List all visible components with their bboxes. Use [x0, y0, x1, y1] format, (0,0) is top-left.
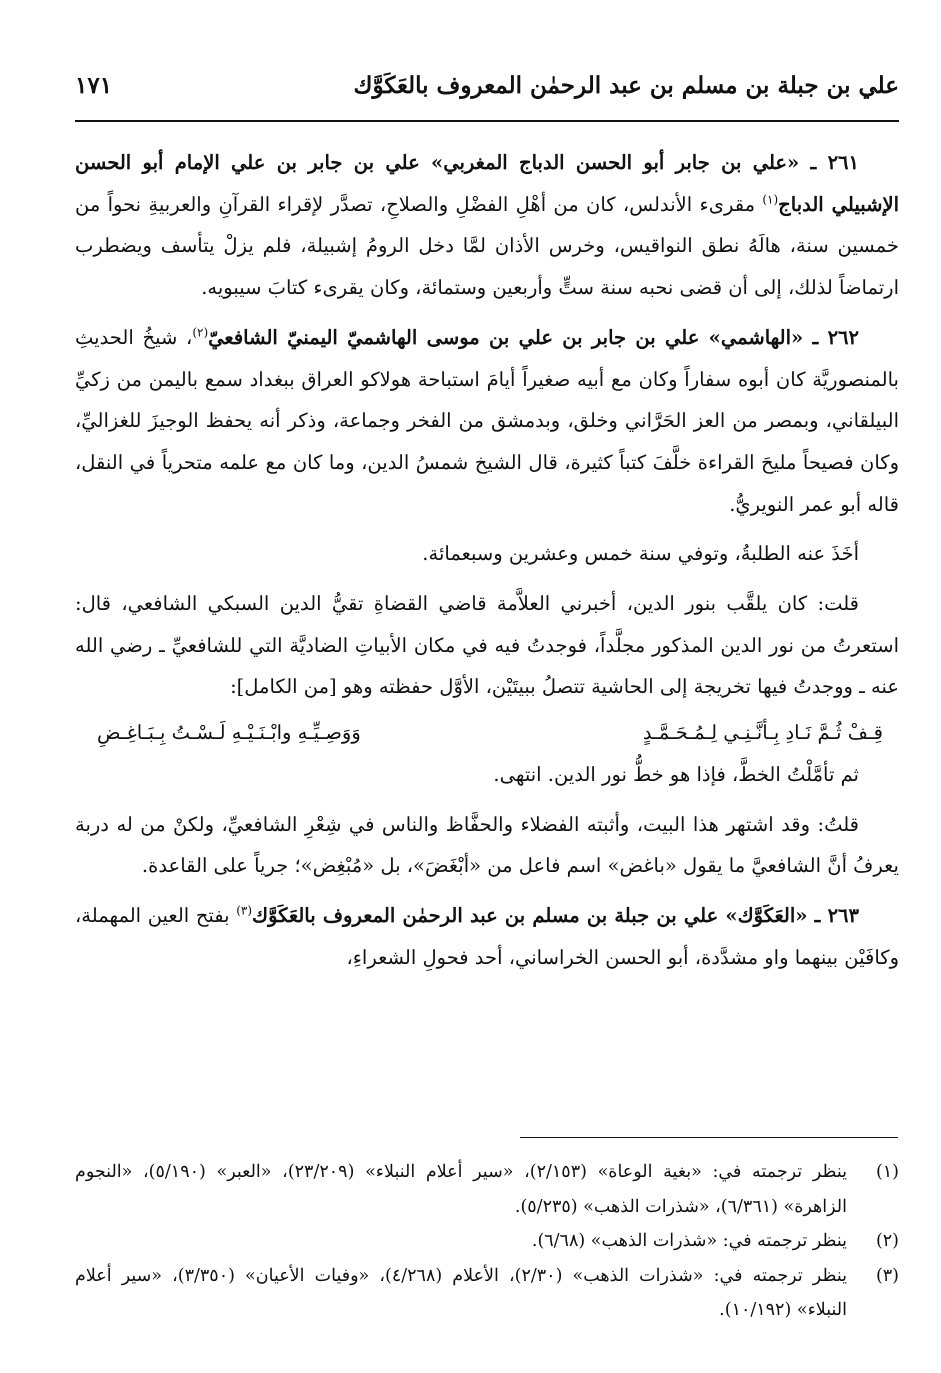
verse-line [75, 712, 899, 754]
verse-hemistich-2: وَوَصِـيِّـهِ وابْـنَـيْـهِ لَـسْـتُ بِـبَـاغِـضِ [97, 721, 361, 745]
header-title: علي بن جبلة بن مسلم بن عبد الرحمٰن المعروف بالعَكَوَّك [353, 72, 899, 99]
footnote-number: (٣) [875, 1265, 899, 1286]
paragraph-ta2ammaltu: ثم تأمَّلْتُ الخطَّ، فإذا هو خطُّ نور الدين. انتهى. [493, 762, 859, 786]
footnote-ref-3[interactable]: (٣) [236, 903, 253, 918]
entry-262 [75, 317, 899, 526]
footnote-text: ينظر ترجمته في: «شذرات الذهب» (٦/٦٨). [531, 1231, 847, 1251]
entry-263-text: بفتح العين المهملة، وكافَيْن بينهما واو مشدَّدة، أبو الحسن الخراساني، أحد فحولِ الشعراءِ، [75, 903, 899, 969]
footnotes [75, 1155, 899, 1328]
footnote-ref-2[interactable]: (٢) [192, 325, 209, 340]
footnote-text: ينظر ترجمته في: «شذرات الذهب» (٢/٣٠)، الأعلام (٤/٢٦٨)، «وفيات الأعيان» (٣/٣٥٠)، «سير أعلام النبلاء» (١٠/١٩٢). [75, 1265, 847, 1320]
entry-262-text: ، شيخُ الحديثِ بالمنصوريَّة كان أبوه سفاراً وكان مع أبيه صغيراً أيامَ استباحة هولاكو العراق ببغداد سمع باليمن من زكيِّ البيلقاني، وبمصر من العز الحَرَّاني وخلق، وبدمشق من الفخر وجماعة، وذكر أنه يحفظ الوجيزَ للغزاليِّ، وكان فصيحاً مليحَ القراءة خلَّفَ كتباً كثيرة، قال الشيخ شمسُ الدين، وما كان مع علمه متحرياً في النقل، قاله أبو عمر النويريُّ. [75, 325, 899, 516]
footnote-text: ينظر ترجمته في: «بغية الوعاة» (٢/١٥٣)، «سير أعلام النبلاء» (٢٣/٢٠٩)، «العبر» (٥/١٩٠)، «النجوم الزاهرة» (٦/٣٦١)، «شذرات الذهب» (٥/٢٣٥). [75, 1162, 847, 1217]
page-number: ١٧١ [75, 72, 113, 99]
verse-hemistich-1: قِـفْ ثُـمَّ نَـادِ بِـأنَّـنِـي لِـمُـحَـمَّـدٍ [642, 721, 883, 745]
footnote-number: (٢) [875, 1231, 899, 1251]
footnote-number: (١) [875, 1162, 899, 1182]
footnote-3 [75, 1259, 899, 1328]
header-rule [75, 120, 899, 122]
entry-261-heading: ٢٦١ ـ «علي بن جابر أبو الحسن الدباج المغربي» علي بن جابر بن علي الإمام أبو الحسن الإشبيلي الدباج [75, 151, 899, 216]
entry-261-text: مقرىء الأندلس، كان من أهْلِ الفضْلِ والصلاحِ، تصدَّر لإقراء القرآنِ والعربيةِ نحواً من خمسين سنة، هالَهُ نطق النواقيس، وخرس الأذان لمَّا دخل الرومُ إشبيلة، فلم يزلْ يتأسف ويضطرب ارتماضاً لذلك، إلى أن قضى نحبه سنة ستٍّ وأربعين وستمائة، وكان يقرىء كتابَ سيبويه. [75, 192, 899, 300]
entry-263-heading: ٢٦٣ ـ «العَكَوَّك» علي بن جبلة بن مسلم بن عبد الرحمٰن المعروف بالعَكَوَّك [252, 903, 859, 927]
footnote-rule [520, 1137, 898, 1138]
main-text [75, 142, 899, 978]
entry-262-heading: ٢٦٢ ـ «الهاشمي» علي بن جابر بن علي بن موسى الهاشميّ اليمنيّ الشافعيّ [208, 325, 859, 349]
entry-263 [75, 895, 899, 978]
footnote-2 [75, 1224, 899, 1259]
entry-261 [75, 142, 899, 309]
paragraph-akhadh: أخَذَ عنه الطلبةُ، وتوفي سنة خمس وعشرين وسبعمائة. [422, 542, 859, 566]
paragraph-qultu-1: قلت: كان يلقَّب بنور الدين، أخبرني العلاَّمة قاضي القضاةِ تقيُّ الدين السبكي الشافعي، قال: استعرتُ من نور الدين المذكور مجلَّداً، فوجدتُ فيه في مكان الأبياتِ الضاديَّة التي للشافعيِّ ـ رضي الله عنه ـ ووجدتُ فيها تخريجة إلى الحاشية تتصلُ ببيتَيْن، الأوَّل حفظته وهو [من الكامل]: [75, 592, 899, 699]
footnote-ref-1[interactable]: (١) [762, 192, 779, 207]
footnote-1 [75, 1155, 899, 1224]
paragraph-qultu-2: قلتُ: وقد اشتهر هذا البيت، وأثبته الفضلاء والحفَّاظ والناس في شِعْرِ الشافعيِّ، ولكنْ من له دربة يعرفُ أنَّ الشافعيَّ ما يقول «باغض» اسم فاعل من «أبْغَضَ»، بل «مُبْغِض»؛ جرياً على القاعدة. [75, 812, 899, 878]
running-header [75, 66, 899, 116]
